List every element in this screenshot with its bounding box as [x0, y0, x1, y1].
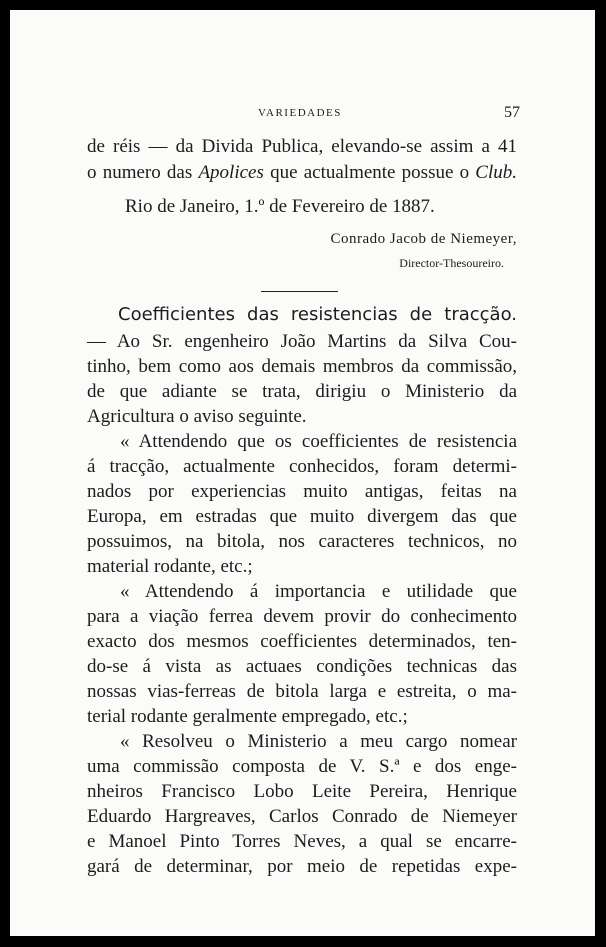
text-line: — Ao Sr. engenheiro João Martins da Silva Cou-: [87, 331, 517, 352]
text-line: de réis — da Divida Publica, elevando-se assim a 41: [87, 136, 517, 157]
text-line: Eduardo Hargreaves, Carlos Conrado de Niemeyer: [87, 806, 517, 827]
text-line: exacto dos mesmos coefficientes determinados, ten-: [87, 631, 517, 652]
text-line: Europa, em estradas que muito divergem das que: [87, 506, 517, 527]
page-number: 57: [504, 104, 520, 121]
section-heading: Coefficientes das resistencias de tracção.: [118, 304, 517, 325]
text-line: á tracção, actualmente conhecidos, foram determi-: [87, 456, 517, 477]
section-divider: [261, 291, 338, 292]
text-line: uma commissão composta de V. S.ª e dos enge-: [87, 756, 517, 777]
text-line: gará de determinar, por meio de repetidas expe-: [87, 856, 517, 877]
text-span: o numero das: [87, 162, 199, 183]
text-line: material rodante, etc.;: [87, 556, 253, 577]
text-span: que actualmente possue o: [263, 162, 476, 183]
text-line: possuimos, na bitola, nos caracteres technicos, no: [87, 531, 517, 552]
text-line: nados por experiencias muito antigas, feitas na: [87, 481, 517, 502]
text-line: nheiros Francisco Lobo Leite Pereira, Henrique: [87, 781, 517, 802]
text-line: « Resolveu o Ministerio a meu cargo nomear: [120, 731, 517, 752]
text-line: para a viação ferrea devem provir do conhecimento: [87, 606, 517, 627]
text-line: « Attendendo que os coefficientes de resistencia: [120, 431, 517, 452]
italic-term-apolices: Apolices: [198, 162, 264, 183]
italic-term-club: Club.: [475, 162, 517, 183]
text-line: terial rodante geralmente empregado, etc.;: [87, 706, 408, 727]
signature-title: Director-Thesoureiro.: [399, 256, 504, 270]
dateline: Rio de Janeiro, 1.º de Fevereiro de 1887.: [125, 196, 435, 217]
text-line: e Manoel Pinto Torres Neves, a qual se encarre-: [87, 831, 517, 852]
signature-name: Conrado Jacob de Niemeyer,: [330, 231, 517, 247]
text-line: do-se á vista as actuaes condições technicas das: [87, 656, 517, 677]
running-head: VARIEDADES: [258, 107, 342, 119]
text-line: nossas vias-ferreas de bitola larga e estreita, o ma-: [87, 681, 517, 702]
text-line: Agricultura o aviso seguinte.: [87, 406, 307, 427]
text-line: tinho, bem como aos demais membros da commissão,: [87, 356, 517, 377]
text-line: de que adiante se trata, dirigiu o Ministerio da: [87, 381, 517, 402]
book-page: [10, 10, 595, 936]
text-line: [87, 162, 517, 184]
text-line: « Attendendo á importancia e utilidade que: [120, 581, 517, 602]
